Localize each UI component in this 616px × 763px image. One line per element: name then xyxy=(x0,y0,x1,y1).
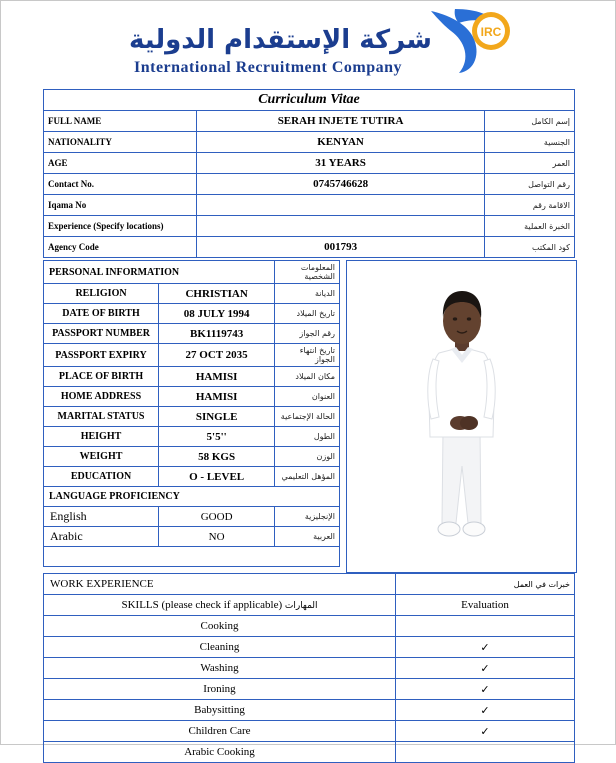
language-label-arabic: العربية xyxy=(275,527,340,547)
work-experience-table xyxy=(43,573,575,763)
section-title: PERSONAL INFORMATION xyxy=(44,261,275,284)
language-label: English xyxy=(44,507,159,527)
skill-check[interactable]: ✓ xyxy=(396,658,575,679)
table-row xyxy=(44,407,340,427)
company-name-arabic: شركة الإستقدام الدولية xyxy=(129,25,432,55)
field-label-arabic: الحالة الإجتماعية xyxy=(275,407,340,427)
field-label-arabic: الجنسية xyxy=(484,132,574,153)
field-value: HAMISI xyxy=(159,387,275,407)
language-label-arabic: الإنجليزية xyxy=(275,507,340,527)
field-label-arabic: العنوان xyxy=(275,387,340,407)
table-row xyxy=(44,195,575,216)
field-value: 08 JULY 1994 xyxy=(159,304,275,324)
field-value: 58 KGS xyxy=(159,447,275,467)
field-value: 27 OCT 2035 xyxy=(159,344,275,367)
field-label: AGE xyxy=(44,153,197,174)
skill-check[interactable]: ✓ xyxy=(396,679,575,700)
section-header-row xyxy=(44,261,340,284)
field-label: MARITAL STATUS xyxy=(44,407,159,427)
field-label: PASSPORT NUMBER xyxy=(44,324,159,344)
field-label: EDUCATION xyxy=(44,467,159,487)
field-value: BK1119743 xyxy=(159,324,275,344)
field-label: Contact No. xyxy=(44,174,197,195)
field-label: PLACE OF BIRTH xyxy=(44,367,159,387)
field-value: SINGLE xyxy=(159,407,275,427)
table-row xyxy=(44,387,340,407)
cv-summary-table xyxy=(43,89,575,258)
table-row xyxy=(44,467,340,487)
field-value: CHRISTIAN xyxy=(159,284,275,304)
field-label: NATIONALITY xyxy=(44,132,197,153)
skill-name: Arabic Cooking xyxy=(44,742,396,763)
table-row xyxy=(44,132,575,153)
skill-check[interactable]: ✓ xyxy=(396,700,575,721)
svg-text:IRC: IRC xyxy=(480,25,502,39)
skills-header-label: SKILLS (please check if applicable) xyxy=(121,599,283,611)
table-row xyxy=(44,304,340,324)
table-row xyxy=(44,679,575,700)
field-label: PASSPORT EXPIRY xyxy=(44,344,159,367)
field-label-arabic: الديانة xyxy=(275,284,340,304)
table-row xyxy=(44,658,575,679)
table-row xyxy=(44,111,575,132)
skill-check[interactable]: ✓ xyxy=(396,721,575,742)
skill-name: Cooking xyxy=(44,616,396,637)
language-section-header-row xyxy=(44,487,340,507)
field-value: HAMISI xyxy=(159,367,275,387)
field-label: Experience (Specify locations) xyxy=(44,216,197,237)
section-header-row xyxy=(44,574,575,595)
table-row xyxy=(44,216,575,237)
field-label: HEIGHT xyxy=(44,427,159,447)
table-row xyxy=(44,153,575,174)
skill-check[interactable]: ✓ xyxy=(396,637,575,658)
field-value: 5'5'' xyxy=(159,427,275,447)
field-value: 0745746628 xyxy=(197,174,485,195)
language-value: NO xyxy=(159,527,275,547)
field-label: DATE OF BIRTH xyxy=(44,304,159,324)
table-row xyxy=(44,174,575,195)
section-title-arabic: المعلومات الشخصية xyxy=(275,261,340,284)
language-label: Arabic xyxy=(44,527,159,547)
field-label: RELIGION xyxy=(44,284,159,304)
table-row xyxy=(44,427,340,447)
table-row xyxy=(44,344,340,367)
table-row xyxy=(44,507,340,527)
field-value: SERAH INJETE TUTIRA xyxy=(197,111,485,132)
field-label-arabic: العمر xyxy=(484,153,574,174)
cv-title-row xyxy=(44,90,575,111)
table-row xyxy=(44,637,575,658)
field-value xyxy=(197,216,485,237)
field-label-arabic: الاقامة رقم xyxy=(484,195,574,216)
irc-logo-icon xyxy=(425,7,515,77)
field-value: 001793 xyxy=(197,237,485,258)
language-value: GOOD xyxy=(159,507,275,527)
field-label-arabic: مكان الميلاد xyxy=(275,367,340,387)
skills-column-header xyxy=(44,595,396,616)
field-label: Agency Code xyxy=(44,237,197,258)
field-label-arabic: الطول xyxy=(275,427,340,447)
blank-row xyxy=(44,547,340,567)
field-label: HOME ADDRESS xyxy=(44,387,159,407)
skill-name: Ironing xyxy=(44,679,396,700)
field-value xyxy=(197,195,485,216)
field-label-arabic: الخبرة العملية xyxy=(484,216,574,237)
table-row xyxy=(44,616,575,637)
page-title: Curriculum Vitae xyxy=(44,90,575,111)
field-label: WEIGHT xyxy=(44,447,159,467)
company-name-english: International Recruitment Company xyxy=(134,59,403,76)
field-label-arabic: رقم التواصل xyxy=(484,174,574,195)
document-header xyxy=(1,1,616,89)
field-label-arabic: الوزن xyxy=(275,447,340,467)
table-row xyxy=(44,367,340,387)
personal-information-table xyxy=(43,260,340,567)
skill-name: Children Care xyxy=(44,721,396,742)
skill-name: Washing xyxy=(44,658,396,679)
skill-check[interactable] xyxy=(396,616,575,637)
table-row xyxy=(44,700,575,721)
field-value: KENYAN xyxy=(197,132,485,153)
field-value: O - LEVEL xyxy=(159,467,275,487)
table-header-row xyxy=(44,595,575,616)
field-value: 31 YEARS xyxy=(197,153,485,174)
skill-name: Babysitting xyxy=(44,700,396,721)
skills-header-label-arabic: المهارات xyxy=(284,601,318,611)
blank-cell xyxy=(44,547,340,567)
field-label-arabic: تاريخ انتهاء الجواز xyxy=(275,344,340,367)
table-row xyxy=(44,324,340,344)
table-row xyxy=(44,447,340,467)
skill-name: Cleaning xyxy=(44,637,396,658)
table-row xyxy=(44,237,575,258)
field-label: FULL NAME xyxy=(44,111,197,132)
section-title-arabic: خبرات في العمل xyxy=(396,574,575,595)
section-title: WORK EXPERIENCE xyxy=(44,574,396,595)
field-label: Iqama No xyxy=(44,195,197,216)
field-label-arabic: كود المكتب xyxy=(484,237,574,258)
table-row xyxy=(44,721,575,742)
table-row xyxy=(44,284,340,304)
field-label-arabic: إسم الكامل xyxy=(484,111,574,132)
field-label-arabic: تاريخ الميلاد xyxy=(275,304,340,324)
applicant-photo xyxy=(346,260,577,573)
table-row xyxy=(44,527,340,547)
field-label-arabic: المؤهل التعليمي xyxy=(275,467,340,487)
language-section-title: LANGUAGE PROFICIENCY xyxy=(44,487,340,507)
field-label-arabic: رقم الجواز xyxy=(275,324,340,344)
evaluation-column-header: Evaluation xyxy=(396,595,575,616)
